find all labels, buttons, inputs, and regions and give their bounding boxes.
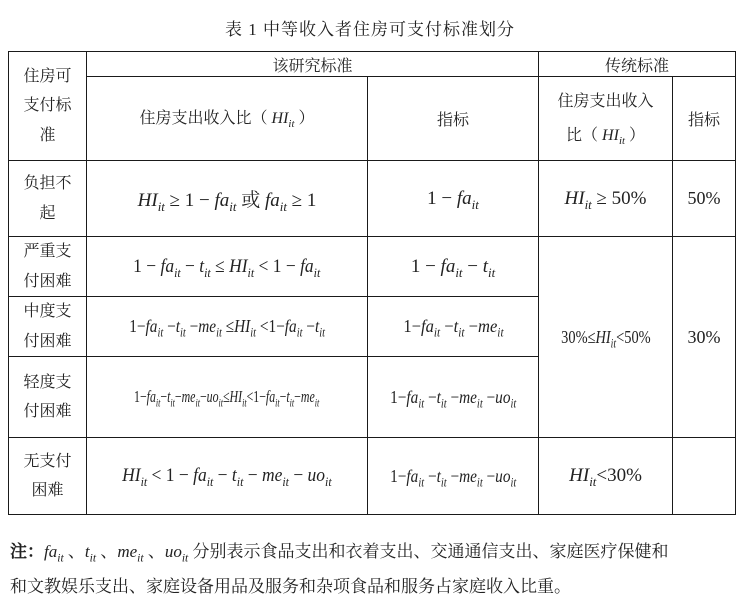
header-group-study: 该研究标准 [87,52,539,77]
indicator-formula-cell: $1-fa_{it} -t_{it} -me_{it} -uo_{it}$ [368,357,539,438]
indicator-formula-cell: $1-fa_{it} -t_{it} -me_{it} -uo_{it}$ [368,438,539,515]
ratio-formula-cell: $1-fa_{it} -t_{it} -me_{it} \le HI_{it} <1-fa_{it} -t_{it}$ [87,297,368,357]
ratio-formula-cell: $HI_{it} \ge 1 - fa_{it}$ 或 $fa_{it} \ge 1$ [87,161,368,237]
header-row-groups [9,52,736,77]
indicator-formula-cell: $1 - fa_{it} - t_{it}$ [368,237,539,297]
header-study-indicator: 指标 [368,77,539,161]
row-category: 严重支付困难 [9,237,87,297]
row-category: 轻度支付困难 [9,357,87,438]
header-trad-ratio: 住房支出收入比（ $HI_{it}$ ） [539,77,673,161]
row-category: 无支付困难 [9,438,87,515]
header-group-traditional: 传统标准 [539,52,736,77]
trad-ratio-cell: $HI_{it}<30\%$ [539,438,673,515]
header-study-ratio: 住房支出收入比（ $HI_{it}$ ） [87,77,368,161]
indicator-formula-cell: $1-fa_{it} -t_{it} -me_{it}$ [368,297,539,357]
table-title: 表 1 中等收入者住房可支付标准划分 [225,20,515,39]
header-affordability: 住房可支付标准 [9,52,87,161]
header-trad-indicator: 指标 [673,77,736,161]
trad-ratio-cell: $30\%\le HI_{it}<50\%$ [539,237,673,438]
row-category: 负担不起 [9,161,87,237]
ratio-formula-cell: $1-fa_{it}-t_{it}-me_{it}-uo_{it}\le HI_{it}<1-fa_{it}-t_{it}-me_{it}$ [87,357,368,438]
trad-indicator-cell: 50% [673,161,736,237]
ratio-formula-cell: $1 - fa_{it} - t_{it} \le HI_{it} < 1 - fa_{it}$ [87,237,368,297]
header-row-columns [9,77,736,161]
footnote-prefix: 注： [10,542,44,562]
trad-ratio-cell: $HI_{it} \ge 50\%$ [539,161,673,237]
trad-indicator-cell [673,438,736,515]
trad-indicator-cell: 30% [673,237,736,438]
indicator-formula-cell: $1 - fa_{it}$ [368,161,539,237]
row-category: 中度支付困难 [9,297,87,357]
table-row [9,438,736,515]
ratio-formula-cell: $HI_{it} < 1 - fa_{it} - t_{it} - me_{it} - uo_{it}$ [87,438,368,515]
affordability-table [8,51,736,515]
footnote-line: 注：$fa_{it}$ 、$t_{it}$ 、$me_{it}$ 、$uo_{it}$ 分别表示食品支出和衣着支出、交通通信支出、家庭医疗保健和 [10,542,669,565]
table-row [9,237,736,297]
table-footnote [10,534,730,604]
table-row [9,161,736,237]
footnote-line: 和文教娱乐支出、家庭设备用品及服务和杂项食品和服务占家庭收入比重。 [10,577,571,597]
